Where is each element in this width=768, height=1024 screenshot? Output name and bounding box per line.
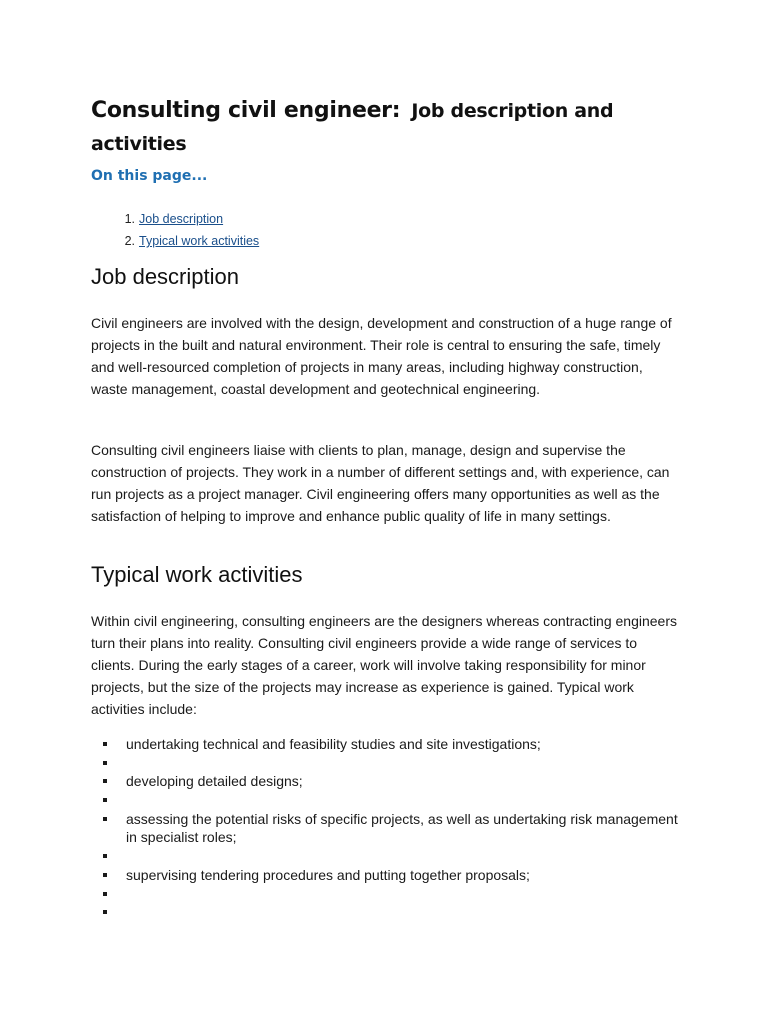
activities-list [91,735,691,922]
toc-link-typical-work-activities[interactable]: Typical work activities [139,234,260,248]
job-description-paragraph-2: Consulting civil engineers liaise with clients to plan, manage, design and supervise the construction of projects. They work in a number of different settings and, with experience, can run projects as a project manager. Civil engineering offers many opportunities as well as the satisfaction of helping to improve and enhance public quality of life in many settings. [91,442,670,524]
typical-work-activities-heading: Typical work activities [91,562,303,587]
list-item-empty [91,847,691,866]
job-description-heading: Job description [91,264,239,289]
list-item-empty [91,791,691,810]
list-item-text: developing detailed designs; [126,773,303,790]
bullet-icon [103,798,107,802]
list-item [91,772,691,791]
list-item-text: supervising tendering procedures and putting together proposals; [126,866,530,883]
list-item-text: undertaking technical and feasibility studies and site investigations; [126,736,541,752]
bullet-icon [103,779,107,783]
list-item-text: assessing the potential risks of specific projects, as well as undertaking risk management in specialist roles; [126,810,678,846]
toc-link-job-description[interactable]: Job description [139,212,224,226]
list-item-empty [91,754,691,773]
toc-item [111,208,259,230]
toc-item-number: 1. [124,212,135,226]
page-title [91,92,691,158]
bullet-icon [103,854,107,858]
bullet-icon [103,910,107,914]
job-description-paragraph-1: Civil engineers are involved with the design, development and construction of a huge range of projects in the built and natural environment. Their role is central to ensuring the safe, timely and well-resourced completion of projects in many areas, including highway construction, waste management, coastal development and geotechnical engineering. [91,315,672,397]
bullet-icon [103,761,107,765]
list-item [91,735,691,754]
activities-intro-paragraph: Within civil engineering, consulting engineers are the designers whereas contracting engineers turn their plans into reality. Consulting civil engineers provide a wide range of services to clients. During the early stages of a career, work will involve taking responsibility for minor projects, but the size of the projects may increase as experience is gained. Typical work activities include: [91,613,678,717]
bullet-icon [103,892,107,896]
list-item [91,810,691,847]
list-item-empty [91,903,691,922]
page-title-main: Consulting civil engineer: [91,98,401,123]
list-item-empty [91,885,691,904]
bullet-icon [103,873,107,877]
toc-item [111,230,259,252]
toc-item-number: 2. [124,234,135,248]
page-title-sub: Job description and activities [91,100,614,155]
on-this-page-heading: On this page... [91,168,208,184]
table-of-contents [111,208,259,252]
bullet-icon [103,742,107,746]
bullet-icon [103,817,107,821]
list-item [91,866,691,885]
